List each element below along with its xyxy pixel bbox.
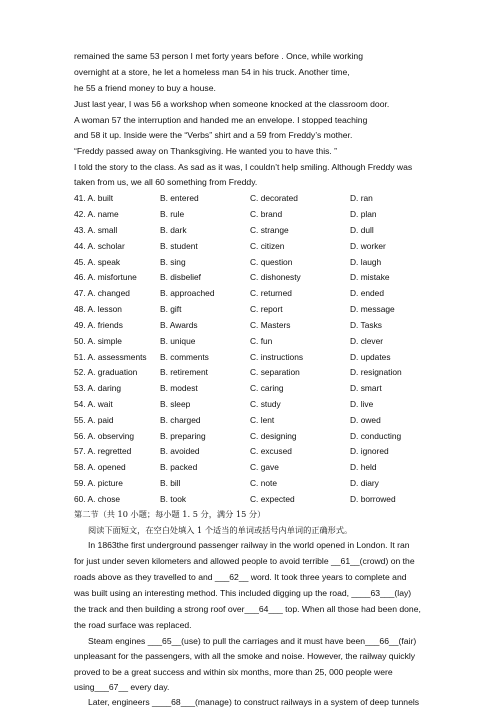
passage-line: roads above as they travelled to and ___62__ word. It took three years to complete and bbox=[74, 572, 407, 582]
option-a: 45. A. speak bbox=[74, 257, 121, 267]
passage-line: Just last year, I was 56 a workshop when someone knocked at the classroom door. bbox=[74, 99, 390, 109]
option-a: 47. A. changed bbox=[74, 288, 130, 298]
option-b: B. packed bbox=[160, 462, 198, 472]
option-b: B. retirement bbox=[160, 367, 208, 377]
option-row-56 bbox=[74, 431, 440, 442]
option-c: C. caring bbox=[250, 383, 284, 393]
option-a: 46. A. misfortune bbox=[74, 272, 137, 282]
option-c: C. note bbox=[250, 478, 278, 488]
option-b: B. unique bbox=[160, 336, 196, 346]
option-c: C. brand bbox=[250, 209, 283, 219]
option-a: 53. A. daring bbox=[74, 383, 122, 393]
option-c: C. fun bbox=[250, 336, 273, 346]
option-row-41 bbox=[74, 193, 440, 204]
option-c: C. question bbox=[250, 257, 293, 267]
option-c: C. citizen bbox=[250, 241, 285, 251]
option-d: D. held bbox=[350, 462, 377, 472]
section-header: 第二节（共 10 小题；每小题 1. 5 分，满分 15 分） bbox=[74, 509, 266, 519]
option-d: D. ran bbox=[350, 193, 373, 203]
option-b: B. approached bbox=[160, 288, 215, 298]
option-c: C. returned bbox=[250, 288, 292, 298]
passage-line: and 58 it up. Inside were the “Verbs” shirt and a 59 from Freddy’s mother. bbox=[74, 130, 353, 140]
option-row-46 bbox=[74, 272, 440, 283]
option-a: 54. A. wait bbox=[74, 399, 113, 409]
option-a: 57. A. regretted bbox=[74, 446, 132, 456]
option-row-47 bbox=[74, 288, 440, 299]
option-d: D. message bbox=[350, 304, 395, 314]
option-d: D. resignation bbox=[350, 367, 402, 377]
option-row-55 bbox=[74, 415, 440, 426]
option-row-48 bbox=[74, 304, 440, 315]
option-d: D. borrowed bbox=[350, 494, 396, 504]
option-a: 60. A. chose bbox=[74, 494, 121, 504]
option-a: 49. A. friends bbox=[74, 320, 123, 330]
option-row-59 bbox=[74, 478, 440, 489]
option-a: 56. A. observing bbox=[74, 431, 135, 441]
option-c: C. Masters bbox=[250, 320, 291, 330]
option-d: D. smart bbox=[350, 383, 382, 393]
option-row-53 bbox=[74, 383, 440, 394]
option-a: 42. A. name bbox=[74, 209, 119, 219]
passage-line: In 1863the first underground passenger railway in the world opened in London. It ran bbox=[88, 540, 410, 550]
passage-line: proved to be a great success and within six months, more than 25, 000 people were bbox=[74, 667, 393, 677]
option-b: B. disbelief bbox=[160, 272, 201, 282]
section-instructions: 阅读下面短文，在空白处填入 1 个适当的单词或括号内单词的正确形式。 bbox=[88, 525, 353, 535]
option-a: 44. A. scholar bbox=[74, 241, 125, 251]
option-b: B. bill bbox=[160, 478, 181, 488]
option-b: B. avoided bbox=[160, 446, 200, 456]
passage-line: remained the same 53 person I met forty years before . Once, while working bbox=[74, 51, 363, 61]
option-d: D. owed bbox=[350, 415, 381, 425]
option-b: B. dark bbox=[160, 225, 187, 235]
option-b: B. sing bbox=[160, 257, 186, 267]
option-a: 59. A. picture bbox=[74, 478, 123, 488]
option-a: 52. A. graduation bbox=[74, 367, 138, 377]
option-c: C. decorated bbox=[250, 193, 298, 203]
option-b: B. Awards bbox=[160, 320, 198, 330]
option-d: D. clever bbox=[350, 336, 384, 346]
option-b: B. sleep bbox=[160, 399, 191, 409]
option-d: D. Tasks bbox=[350, 320, 382, 330]
option-c: C. dishonesty bbox=[250, 272, 301, 282]
option-a: 50. A. simple bbox=[74, 336, 122, 346]
option-c: C. designing bbox=[250, 431, 297, 441]
option-b: B. modest bbox=[160, 383, 198, 393]
passage-line: “Freddy passed away on Thanksgiving. He wanted you to have this. ” bbox=[74, 146, 338, 156]
option-d: D. ignored bbox=[350, 446, 389, 456]
option-b: B. took bbox=[160, 494, 187, 504]
passage-line: Later, engineers ____68___(manage) to construct railways in a system of deep tunnels bbox=[88, 697, 420, 707]
option-a: 58. A. opened bbox=[74, 462, 126, 472]
option-d: D. laugh bbox=[350, 257, 382, 267]
option-row-43 bbox=[74, 225, 440, 236]
option-c: C. study bbox=[250, 399, 281, 409]
option-c: C. gave bbox=[250, 462, 279, 472]
passage-line: was built using an interesting method. This included digging up the road, ____63___(lay) bbox=[74, 588, 412, 598]
option-c: C. excused bbox=[250, 446, 292, 456]
option-d: D. plan bbox=[350, 209, 377, 219]
option-b: B. comments bbox=[160, 352, 209, 362]
passage-line: the road surface was replaced. bbox=[74, 620, 192, 630]
option-d: D. worker bbox=[350, 241, 386, 251]
option-c: C. report bbox=[250, 304, 283, 314]
option-d: D. diary bbox=[350, 478, 379, 488]
option-d: D. dull bbox=[350, 225, 374, 235]
option-row-54 bbox=[74, 399, 440, 410]
passage-line: Steam engines ___65__(use) to pull the carriages and it must have been___66__(fair) bbox=[88, 636, 417, 646]
option-b: B. entered bbox=[160, 193, 199, 203]
option-row-42 bbox=[74, 209, 440, 220]
passage-line: overnight at a store, he let a homeless man 54 in his truck. Another time, bbox=[74, 67, 350, 77]
passage-line: A woman 57 the interruption and handed me an envelope. I stopped teaching bbox=[74, 115, 368, 125]
option-row-58 bbox=[74, 462, 440, 473]
option-row-49 bbox=[74, 320, 440, 331]
option-row-57 bbox=[74, 446, 440, 457]
option-c: C. lent bbox=[250, 415, 275, 425]
passage-line: taken from us, we all 60 something from Freddy. bbox=[74, 177, 258, 187]
option-b: B. gift bbox=[160, 304, 182, 314]
option-d: D. updates bbox=[350, 352, 391, 362]
option-d: D. ended bbox=[350, 288, 384, 298]
option-a: 48. A. lesson bbox=[74, 304, 122, 314]
option-c: C. instructions bbox=[250, 352, 304, 362]
option-d: D. live bbox=[350, 399, 374, 409]
option-a: 55. A. paid bbox=[74, 415, 114, 425]
option-row-52 bbox=[74, 367, 440, 378]
option-b: B. student bbox=[160, 241, 198, 251]
option-row-50 bbox=[74, 336, 440, 347]
option-c: C. separation bbox=[250, 367, 300, 377]
option-b: B. charged bbox=[160, 415, 201, 425]
passage-line: the track and then building a strong roof over___64___ top. When all those had been done, bbox=[74, 604, 421, 614]
option-c: C. expected bbox=[250, 494, 295, 504]
option-row-44 bbox=[74, 241, 440, 252]
passage-line: for just under seven kilometers and allowed people to avoid terrible __61__(crowd) on the bbox=[74, 556, 415, 566]
option-row-51 bbox=[74, 352, 440, 363]
passage-line: he 55 a friend money to buy a house. bbox=[74, 83, 216, 93]
passage-line: I told the story to the class. As sad as it was, I couldn’t help smiling. Although Freddy was bbox=[74, 162, 413, 172]
option-d: D. conducting bbox=[350, 431, 402, 441]
passage-line: unpleasant for the passengers, with all the smoke and noise. However, the railway quickly bbox=[74, 651, 416, 661]
option-b: B. rule bbox=[160, 209, 185, 219]
option-d: D. mistake bbox=[350, 272, 390, 282]
option-a: 43. A. small bbox=[74, 225, 118, 235]
option-c: C. strange bbox=[250, 225, 289, 235]
option-a: 41. A. built bbox=[74, 193, 114, 203]
option-row-60 bbox=[74, 494, 440, 505]
option-b: B. preparing bbox=[160, 431, 206, 441]
passage-line: using___67__ every day. bbox=[74, 682, 170, 692]
option-a: 51. A. assessments bbox=[74, 352, 147, 362]
option-row-45 bbox=[74, 257, 440, 268]
